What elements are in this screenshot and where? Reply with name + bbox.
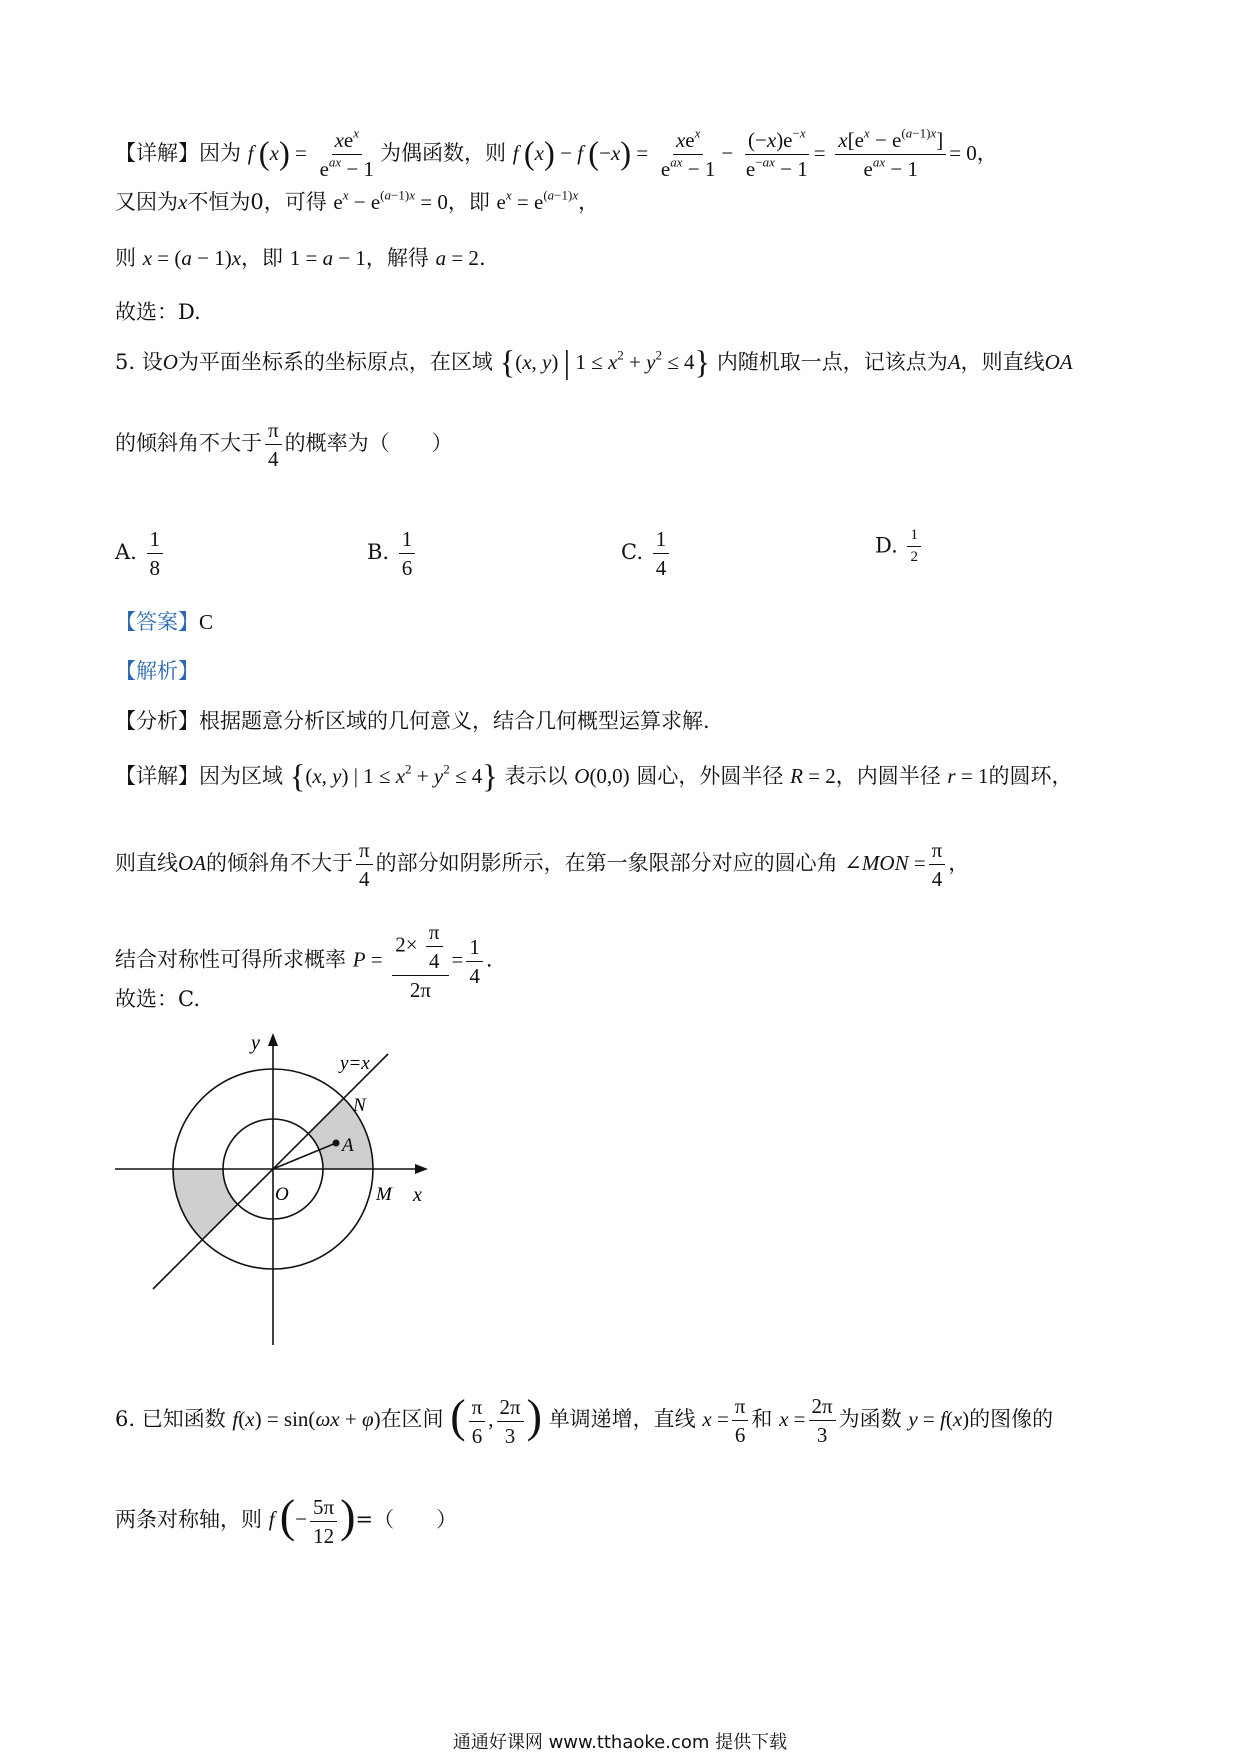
q5-detail-line1: 【详解】因为区域 {(x, y) | $1 \le x^2 + y^2 \le 4$} 表示以 O(0,0) 圆心，外圆半径 R = 2，内圆半径 r = 1的圆环， — [115, 758, 1073, 795]
q6-number: 6. — [115, 1407, 136, 1432]
q6-stem-line1: 6. 已知函数 f(x) = sin(ωx + φ)在区间 ( $\frac{\pi}{6}$ , $\frac{2\pi}{3}$ ) 单调递增，直线 x = $\frac{\pi}{6}$ 和 x = $\frac{2\pi}{3}$ 为函数 y = f(x)的图像的 — [115, 1390, 1054, 1448]
frac-term2: $\frac{(-x)e^{-x}}{e^{-ax} - 1}$ — [745, 125, 808, 182]
q5-stem-line2: 的倾斜角不大于 $\frac{\pi}{4}$ 的概率为（ ） — [115, 418, 453, 472]
math-eq2: $e^x = e^{(a-1)x}$ — [496, 187, 579, 214]
shaded-sector-q3 — [173, 1169, 238, 1240]
detail-line-prev: 【详解】因为 f (x) = $\frac{xe^x}{e^{ax} - 1}$ 为偶函数，则 f (x) − f (−x) = $\frac{xe^x}{e^{ax} - 1}$ − $\frac{(-x)e^{-x}}{e^{-ax} - 1}$ = $\frac{x[e^x - e^{(a-1)x}]}{e^{ax} - 1}$ = 0， — [115, 125, 998, 182]
q5-analysis-tag: 【解析】 — [115, 659, 199, 683]
q5-option-c: C. $\frac{1}{4}$ — [621, 527, 672, 580]
label-n: N — [353, 1095, 366, 1116]
fenxi-tag: 【分析】 — [115, 709, 199, 733]
line-then: 则 x = (a − 1)x，即 1 = a − 1，解得 a = 2. — [115, 246, 486, 270]
q5-number: 5. — [115, 350, 136, 374]
q5-detail-line2: 则直线OA的倾斜角不大于 $\frac{\pi}{4}$ 的部分如阴影所示，在第一象限部分对应的圆心角 ∠MON = $\frac{\pi}{4}$ ， — [115, 838, 970, 892]
page-footer: 通通好课网 www.tthaoke.com 提供下载 — [452, 1732, 788, 1753]
y-axis-arrow — [268, 1033, 278, 1046]
label-line: y=x — [340, 1053, 370, 1074]
math-fx-minus: f (x) − f (−x) = — [512, 136, 649, 173]
math-eq5: a = 2 — [435, 246, 479, 270]
q5-answer: 【答案】C — [115, 610, 214, 634]
frac-probability: 2× $\frac{\pi}{4}$ 2π — [392, 920, 448, 1002]
x-axis-arrow — [415, 1164, 428, 1174]
choice-prev: 故选：D. — [115, 300, 201, 324]
frac-term3: $\frac{x[e^x - e^{(a-1)x}]}{e^{ax} - 1}$ — [835, 128, 946, 181]
detail-tag: 【详解】 — [115, 764, 199, 788]
q6-stem-line2: 两条对称轴，则 f (− $\frac{5\pi}{12}$ )=（ ） — [115, 1490, 458, 1549]
q5-option-a: A. $\frac{1}{8}$ — [115, 527, 166, 580]
q5-fenxi: 【分析】根据题意分析区域的几何意义，结合几何概型运算求解. — [115, 709, 710, 733]
math-eq3: x = (a − 1)x — [142, 246, 242, 270]
q5-choice: 故选：C. — [115, 987, 200, 1011]
label-y: y — [251, 1032, 260, 1054]
frac-term1: $\frac{xe^x}{e^{ax} - 1}$ — [660, 125, 716, 182]
math-region: {(x, y) | $1 \le x^2 + y^2 \le 4$} — [499, 344, 711, 381]
label-o: O — [275, 1184, 289, 1205]
answer-tag: 【答案】 — [115, 610, 199, 634]
q5-option-d: D. $\frac{1}{2}$ — [875, 527, 924, 567]
math-fx: f (x) = — [247, 136, 307, 173]
frac-xex-over-eax: $\frac{xe^x}{e^{ax} - 1}$ — [319, 125, 375, 182]
math-eq4: 1 = a − 1 — [289, 246, 366, 270]
label-x: x — [413, 1184, 422, 1206]
math-eq1: $e^x - e^{(a-1)x} = 0$ — [333, 187, 448, 214]
line-x-nonzero: 又因为x不恒为0，可得 $e^x - e^{(a-1)x} = 0$，即 $e^x = e^{(a-1)x}$， — [115, 187, 600, 214]
label-a: A — [342, 1135, 354, 1156]
detail-tag: 【详解】 — [115, 141, 199, 166]
point-a — [333, 1140, 340, 1147]
label-m: M — [376, 1184, 392, 1205]
annulus-figure — [110, 1025, 440, 1345]
q5-option-b: B. $\frac{1}{6}$ — [367, 527, 418, 580]
q5-detail-line3: 结合对称性可得所求概率 P = 2× $\frac{\pi}{4}$ 2π = $\frac{1}{4}$ . — [115, 920, 493, 1003]
q5-stem-line1: 5. 设O为平面坐标系的坐标原点，在区域 {(x, y) | $1 \le x^2 + y^2 \le 4$} 内随机取一点，记该点为A，则直线OA — [115, 344, 1073, 381]
frac-pi-over-4: $\frac{\pi}{4}$ — [265, 418, 282, 471]
